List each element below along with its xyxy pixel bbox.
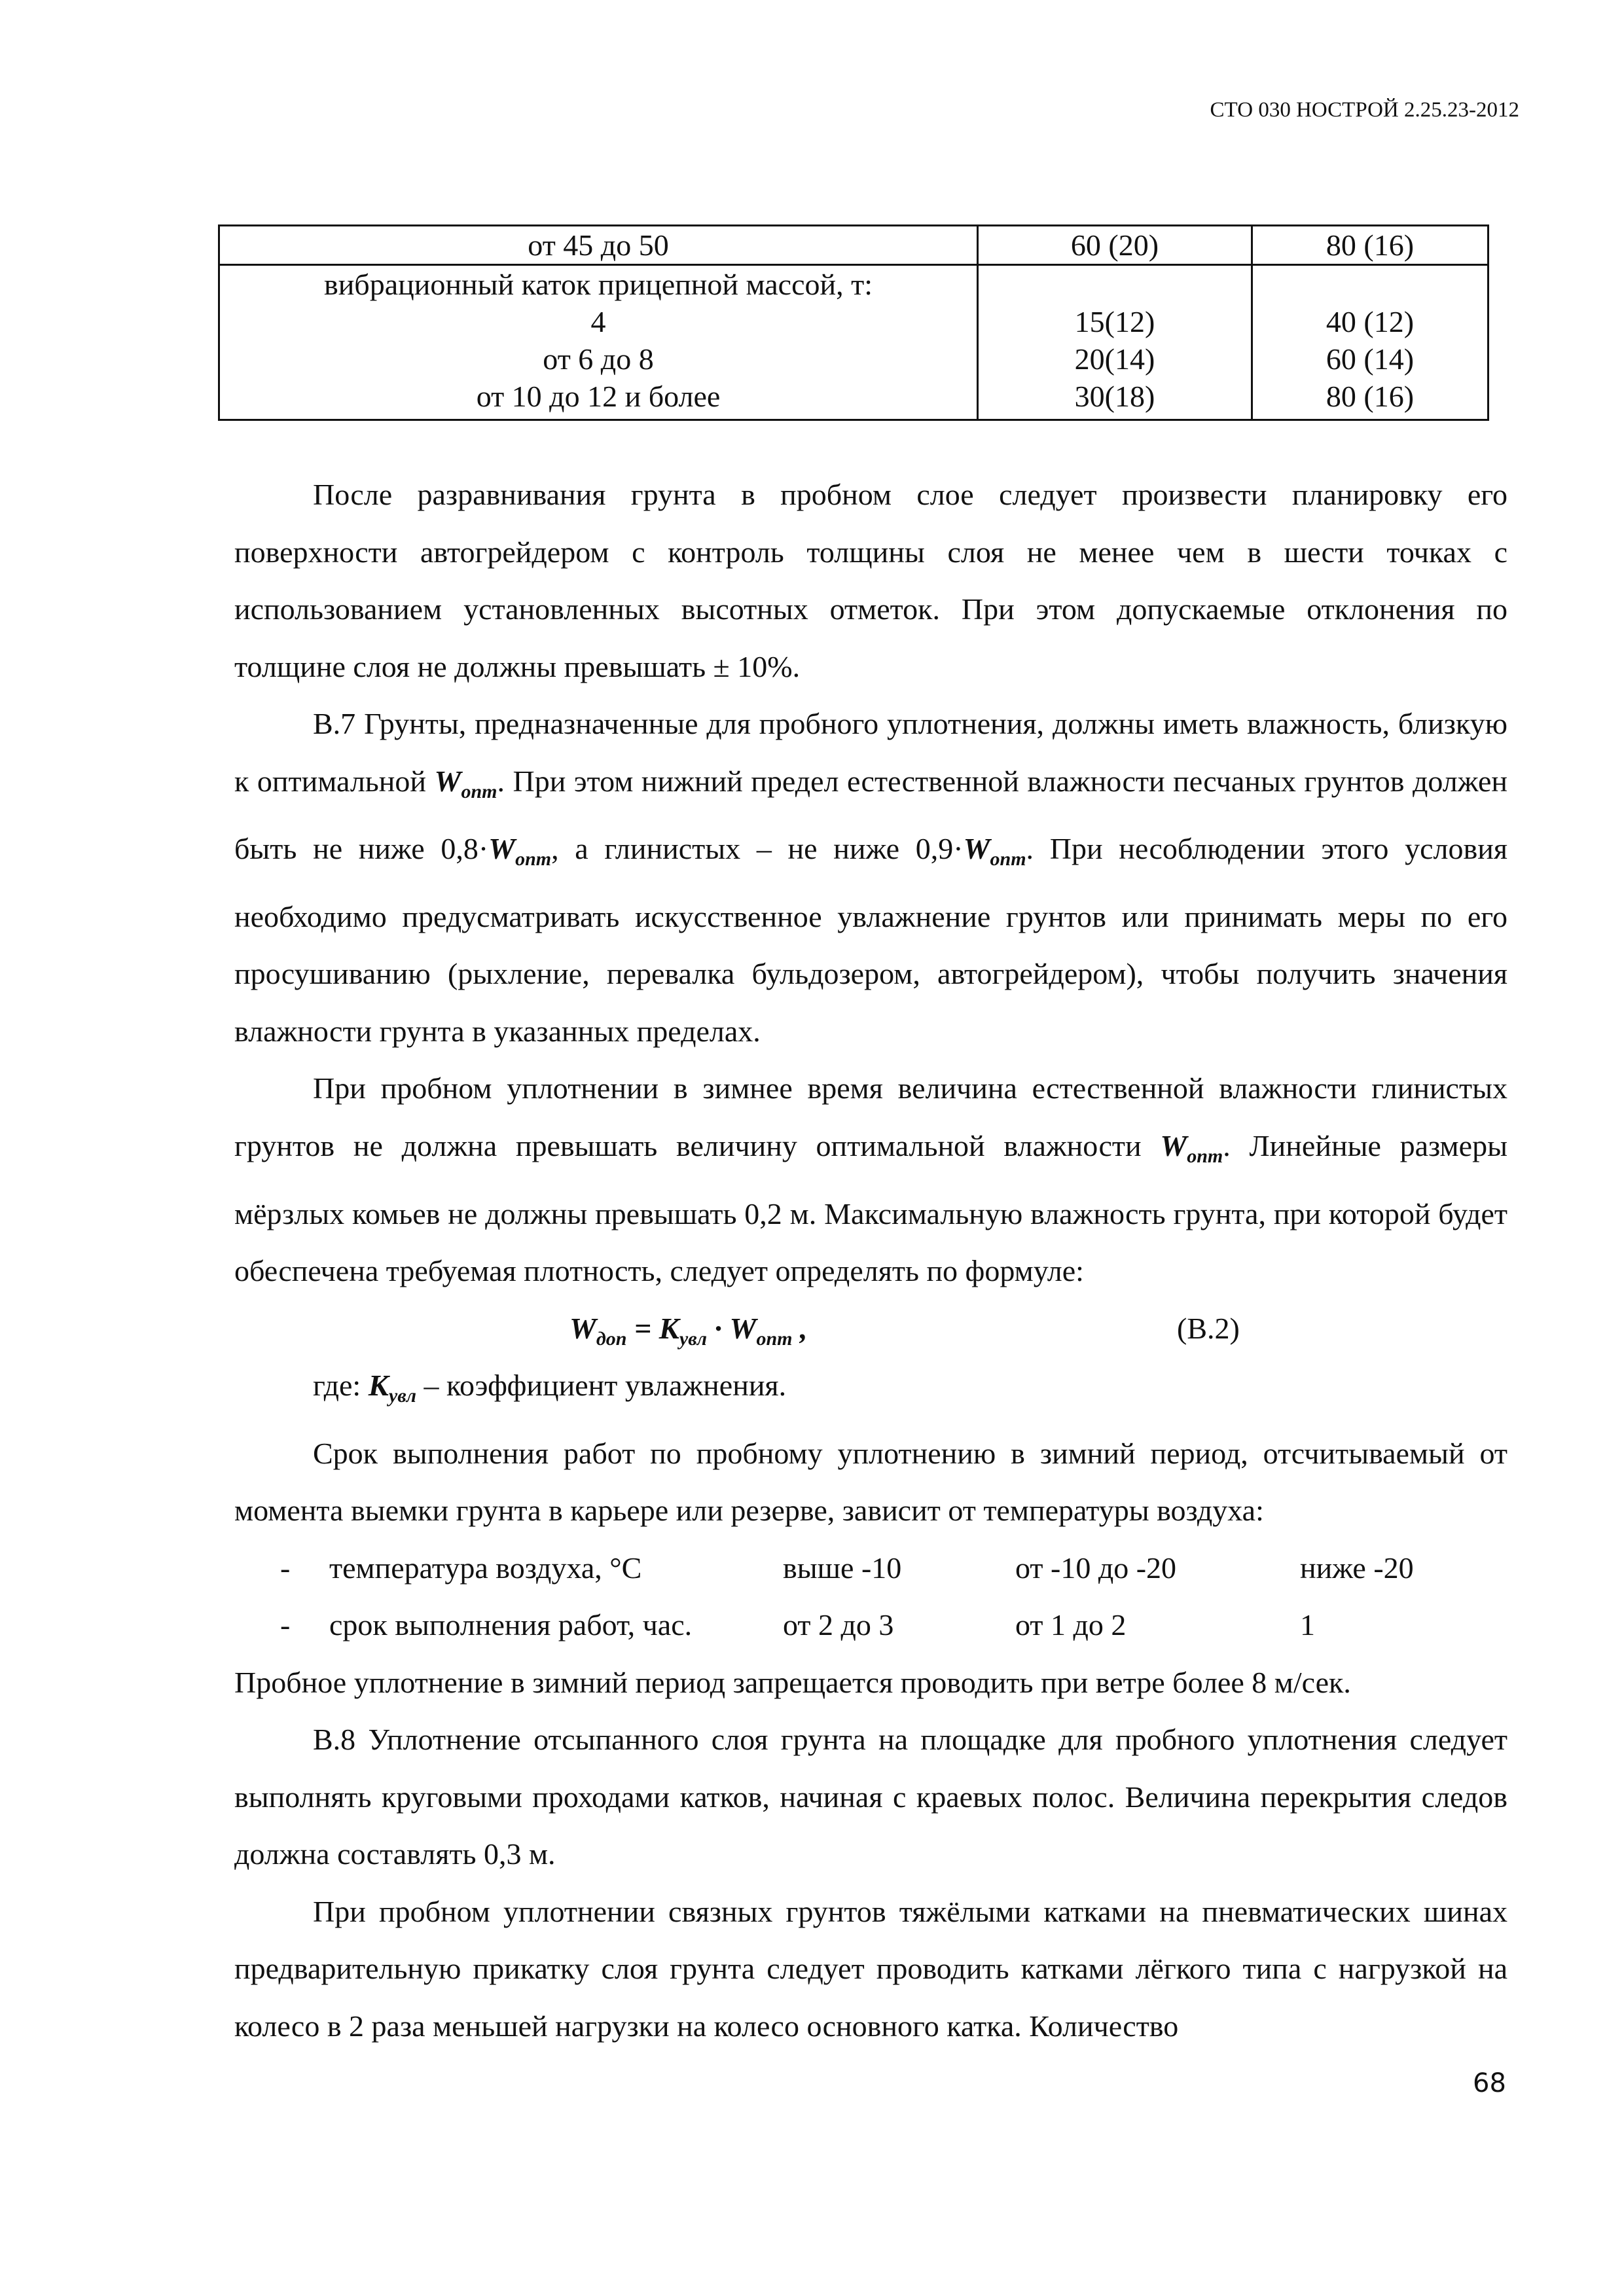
paragraph: При пробном уплотнении в зимнее время величина естественной влажности глинистых грунтов не должна превышать величину оптимальной влажности $W_{опт}$. Линейные размеры мёрзлых комьев не должны превышать 0,2 м. Максимальную влажность грунта, при которой будет обеспечена требуемая плотность, следует определять по формуле: [234, 1071, 1507, 1288]
cell-line [1258, 266, 1482, 303]
formula: $W_{доп} = К_{увл} \cdot W_{опт}$ , [569, 1311, 808, 1350]
table-row [219, 415, 1489, 420]
table-cell [219, 265, 978, 416]
paragraph: Срок выполнения работ по пробному уплотнению в зимний период, отсчитываемый от момента выемки грунта в карьере или резерве, зависит от температуры воздуха: [234, 1436, 1507, 1528]
roller-table [218, 224, 1489, 421]
document-header: СТО 030 НОСТРОЙ 2.25.23-2012 [1210, 98, 1519, 122]
table-cell: 80 (16) [1252, 226, 1489, 265]
formula-number: (В.2) [1177, 1311, 1240, 1345]
cell-line: 15(12) [1074, 305, 1155, 338]
paragraph: При пробном уплотнении связных грунтов тяжёлыми катками на пневматических шинах предварительную прикатку слоя грунта следует проводить катками лёгкого типа с нагрузкой на колесо в 2 раза меньшей нагрузки на колесо основного катка. Количество [234, 1894, 1507, 2043]
list-item: - срок выполнения работ, час. от 2 до 3 от 1 до 2 1 [280, 1608, 1315, 1642]
paragraph: В.7 Грунты, предназначенные для пробного уплотнения, должны иметь влажность, близкую к оптимальной $W_{опт}$. При этом нижний предел естественной влажности песчаных грунтов должен быть не ниже $0,8\cdot W_{опт}$, а глинистых – не ниже $0,9\cdot W_{опт}$. При несоблюдении этого условия необходимо предусматривать искусственное увлажнение грунтов или принимать меры по его просушиванию (рыхление, перевалка бульдозером, автогрейдером), чтобы получить значения влажности грунта в указанных пределах. [234, 707, 1507, 1048]
table-cell [978, 265, 1252, 416]
paragraph: В.8 Уплотнение отсыпанного слоя грунта на площадке для пробного уплотнения следует выполнять круговыми проходами катков, начиная с краевых полос. Величина перекрытия следов должна составлять 0,3 м. [234, 1723, 1507, 1871]
page-number: 68 [1473, 2068, 1506, 2098]
cell-line: 80 (16) [1326, 380, 1415, 413]
table-cell: 60 (20) [978, 226, 1252, 265]
body-text [234, 466, 1507, 2054]
cell-line: вибрационный каток прицепной массой, т: [323, 268, 873, 301]
formula-line [234, 1300, 1507, 1357]
table-cell: от 45 до 50 [219, 226, 978, 265]
table-row [219, 265, 1489, 416]
cell-line: 60 (14) [1326, 342, 1415, 376]
paragraph: После разравнивания грунта в пробном слое следует произвести планировку его поверхности автогрейдером с контроль толщины слоя не менее чем в шести точках с использованием установленных высотных отметок. При этом допускаемые отклонения по толщине слоя не должны превышать ± 10%. [234, 478, 1507, 683]
table-cell [1252, 265, 1489, 416]
cell-line: от 6 до 8 [543, 342, 654, 376]
cell-line: от 10 до 12 и более [476, 380, 721, 413]
table-row [219, 226, 1489, 265]
cell-line: 30(18) [1074, 380, 1155, 413]
list-item: - температура воздуха, °С выше -10 от -10 до -20 ниже -20 [280, 1551, 1414, 1585]
cell-line: 40 (12) [1326, 305, 1415, 338]
paragraph: где: $К_{увл}$ – коэффициент увлажнения. [313, 1369, 787, 1407]
paragraph: Пробное уплотнение в зимний период запрещается проводить при ветре более 8 м/сек. [234, 1665, 1351, 1699]
cell-line [984, 266, 1246, 303]
cell-line: 4 [590, 305, 606, 338]
cell-line: 20(14) [1074, 342, 1155, 376]
